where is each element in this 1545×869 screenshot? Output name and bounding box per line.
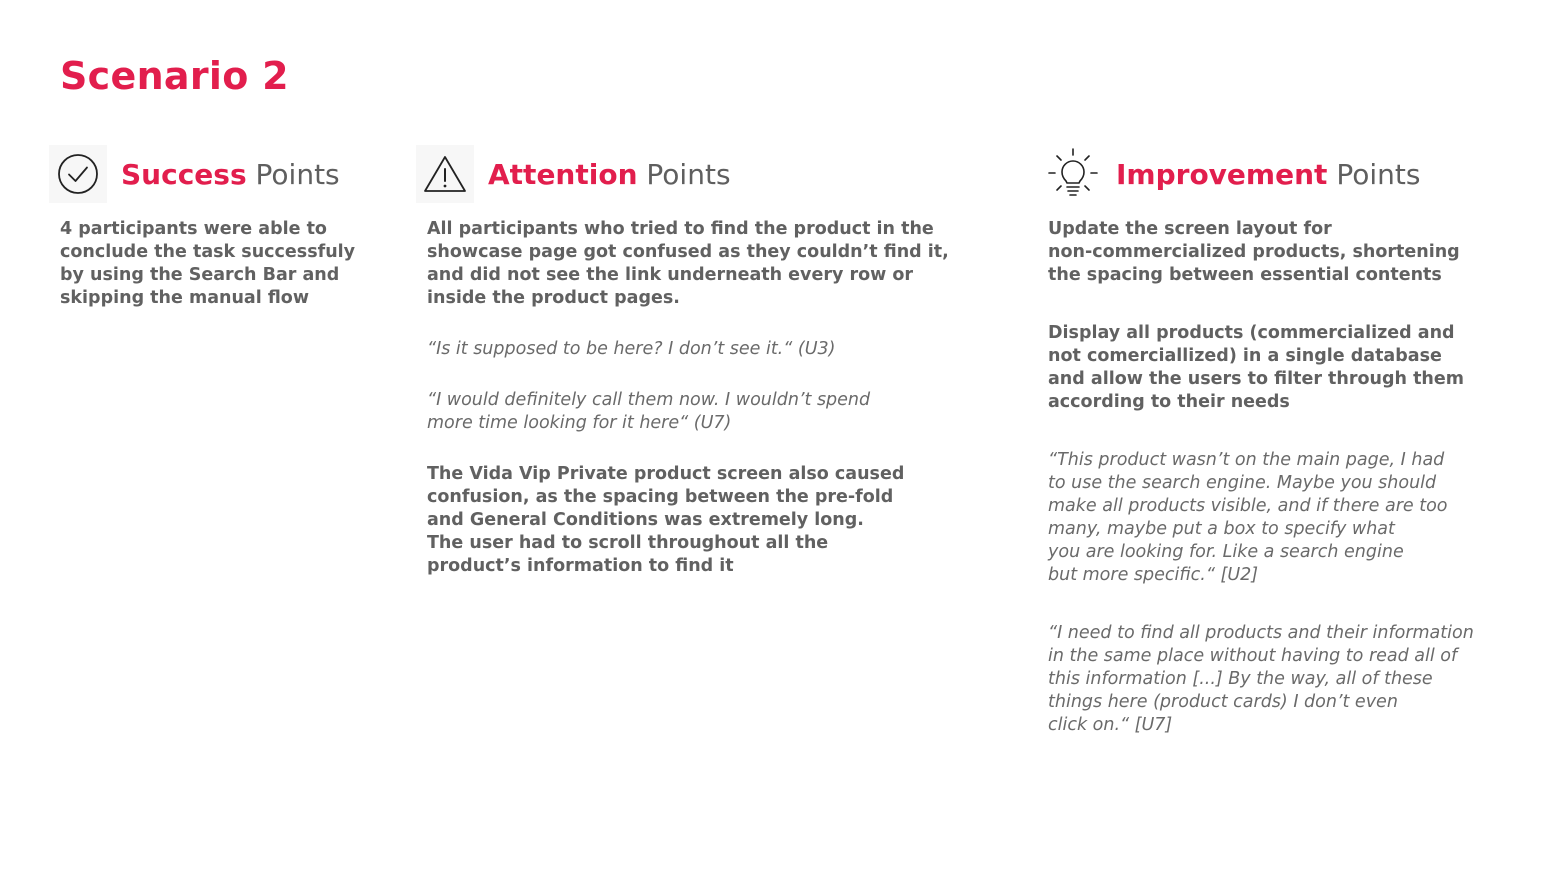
improvement-quote-2: “I need to find all products and their information in the same place without having to read all of this information [...] By the way, all of these things here (product cards) I don’t even click on.“ [U7] (1048, 623, 1474, 735)
success-points-heading (121, 158, 340, 191)
success-points-section (49, 144, 379, 310)
attention-heading-strong: Attention (488, 157, 638, 191)
warning-triangle-icon (416, 145, 474, 203)
improvement-heading-light: Points (1327, 157, 1421, 191)
success-points-header (49, 144, 379, 204)
check-circle-icon (49, 145, 107, 203)
success-paragraph: 4 participants were able to conclude the task successfuly by using the Search Bar and skipping the manual flow (60, 219, 356, 308)
improvement-points-heading (1116, 158, 1420, 191)
improvement-paragraph-2: Display all products (commercialized and not comerciallized) in a single database and allow the users to filter through them according to their needs (1048, 323, 1464, 412)
attention-points-body (427, 218, 956, 578)
success-heading-strong: Success (121, 157, 247, 191)
improvement-paragraph-1: Update the screen layout for non-commercialized products, shortening the spacing between essential contents (1048, 219, 1460, 285)
attention-points-section (416, 144, 956, 578)
attention-paragraph: All participants who tried to find the product in the showcase page got confused as they couldn’t find it, and did not see the link underneath every row or inside the product pages. (427, 219, 949, 308)
attention-closing-paragraph: The Vida Vip Private product screen also caused confusion, as the spacing between the pre-fold and General Conditions was extremely long. The user had to scroll throughout all the product’s information to find it (427, 464, 905, 576)
attention-points-header (416, 144, 956, 204)
improvement-points-body (1048, 218, 1524, 737)
improvement-heading-strong: Improvement (1116, 157, 1328, 191)
attention-quote-2: “I would definitely call them now. I wouldn’t spend more time looking for it here“ (U7) (427, 390, 871, 433)
attention-points-heading (488, 158, 731, 191)
attention-quote-1: “Is it supposed to be here? I don’t see it.“ (U3) (427, 339, 836, 359)
success-heading-light: Points (246, 157, 340, 191)
lightbulb-icon (1044, 145, 1102, 203)
attention-heading-light: Points (637, 157, 731, 191)
improvement-points-section (1044, 144, 1524, 737)
success-points-body (60, 218, 379, 310)
improvement-quote-1: “This product wasn’t on the main page, I had to use the search engine. Maybe you should make all products visible, and if there are too many, maybe put a box to specify what you are looking for. Like a search engine but more specific.“ [U2] (1048, 450, 1448, 585)
page-title: Scenario 2 (60, 54, 289, 98)
improvement-points-header (1044, 144, 1524, 204)
